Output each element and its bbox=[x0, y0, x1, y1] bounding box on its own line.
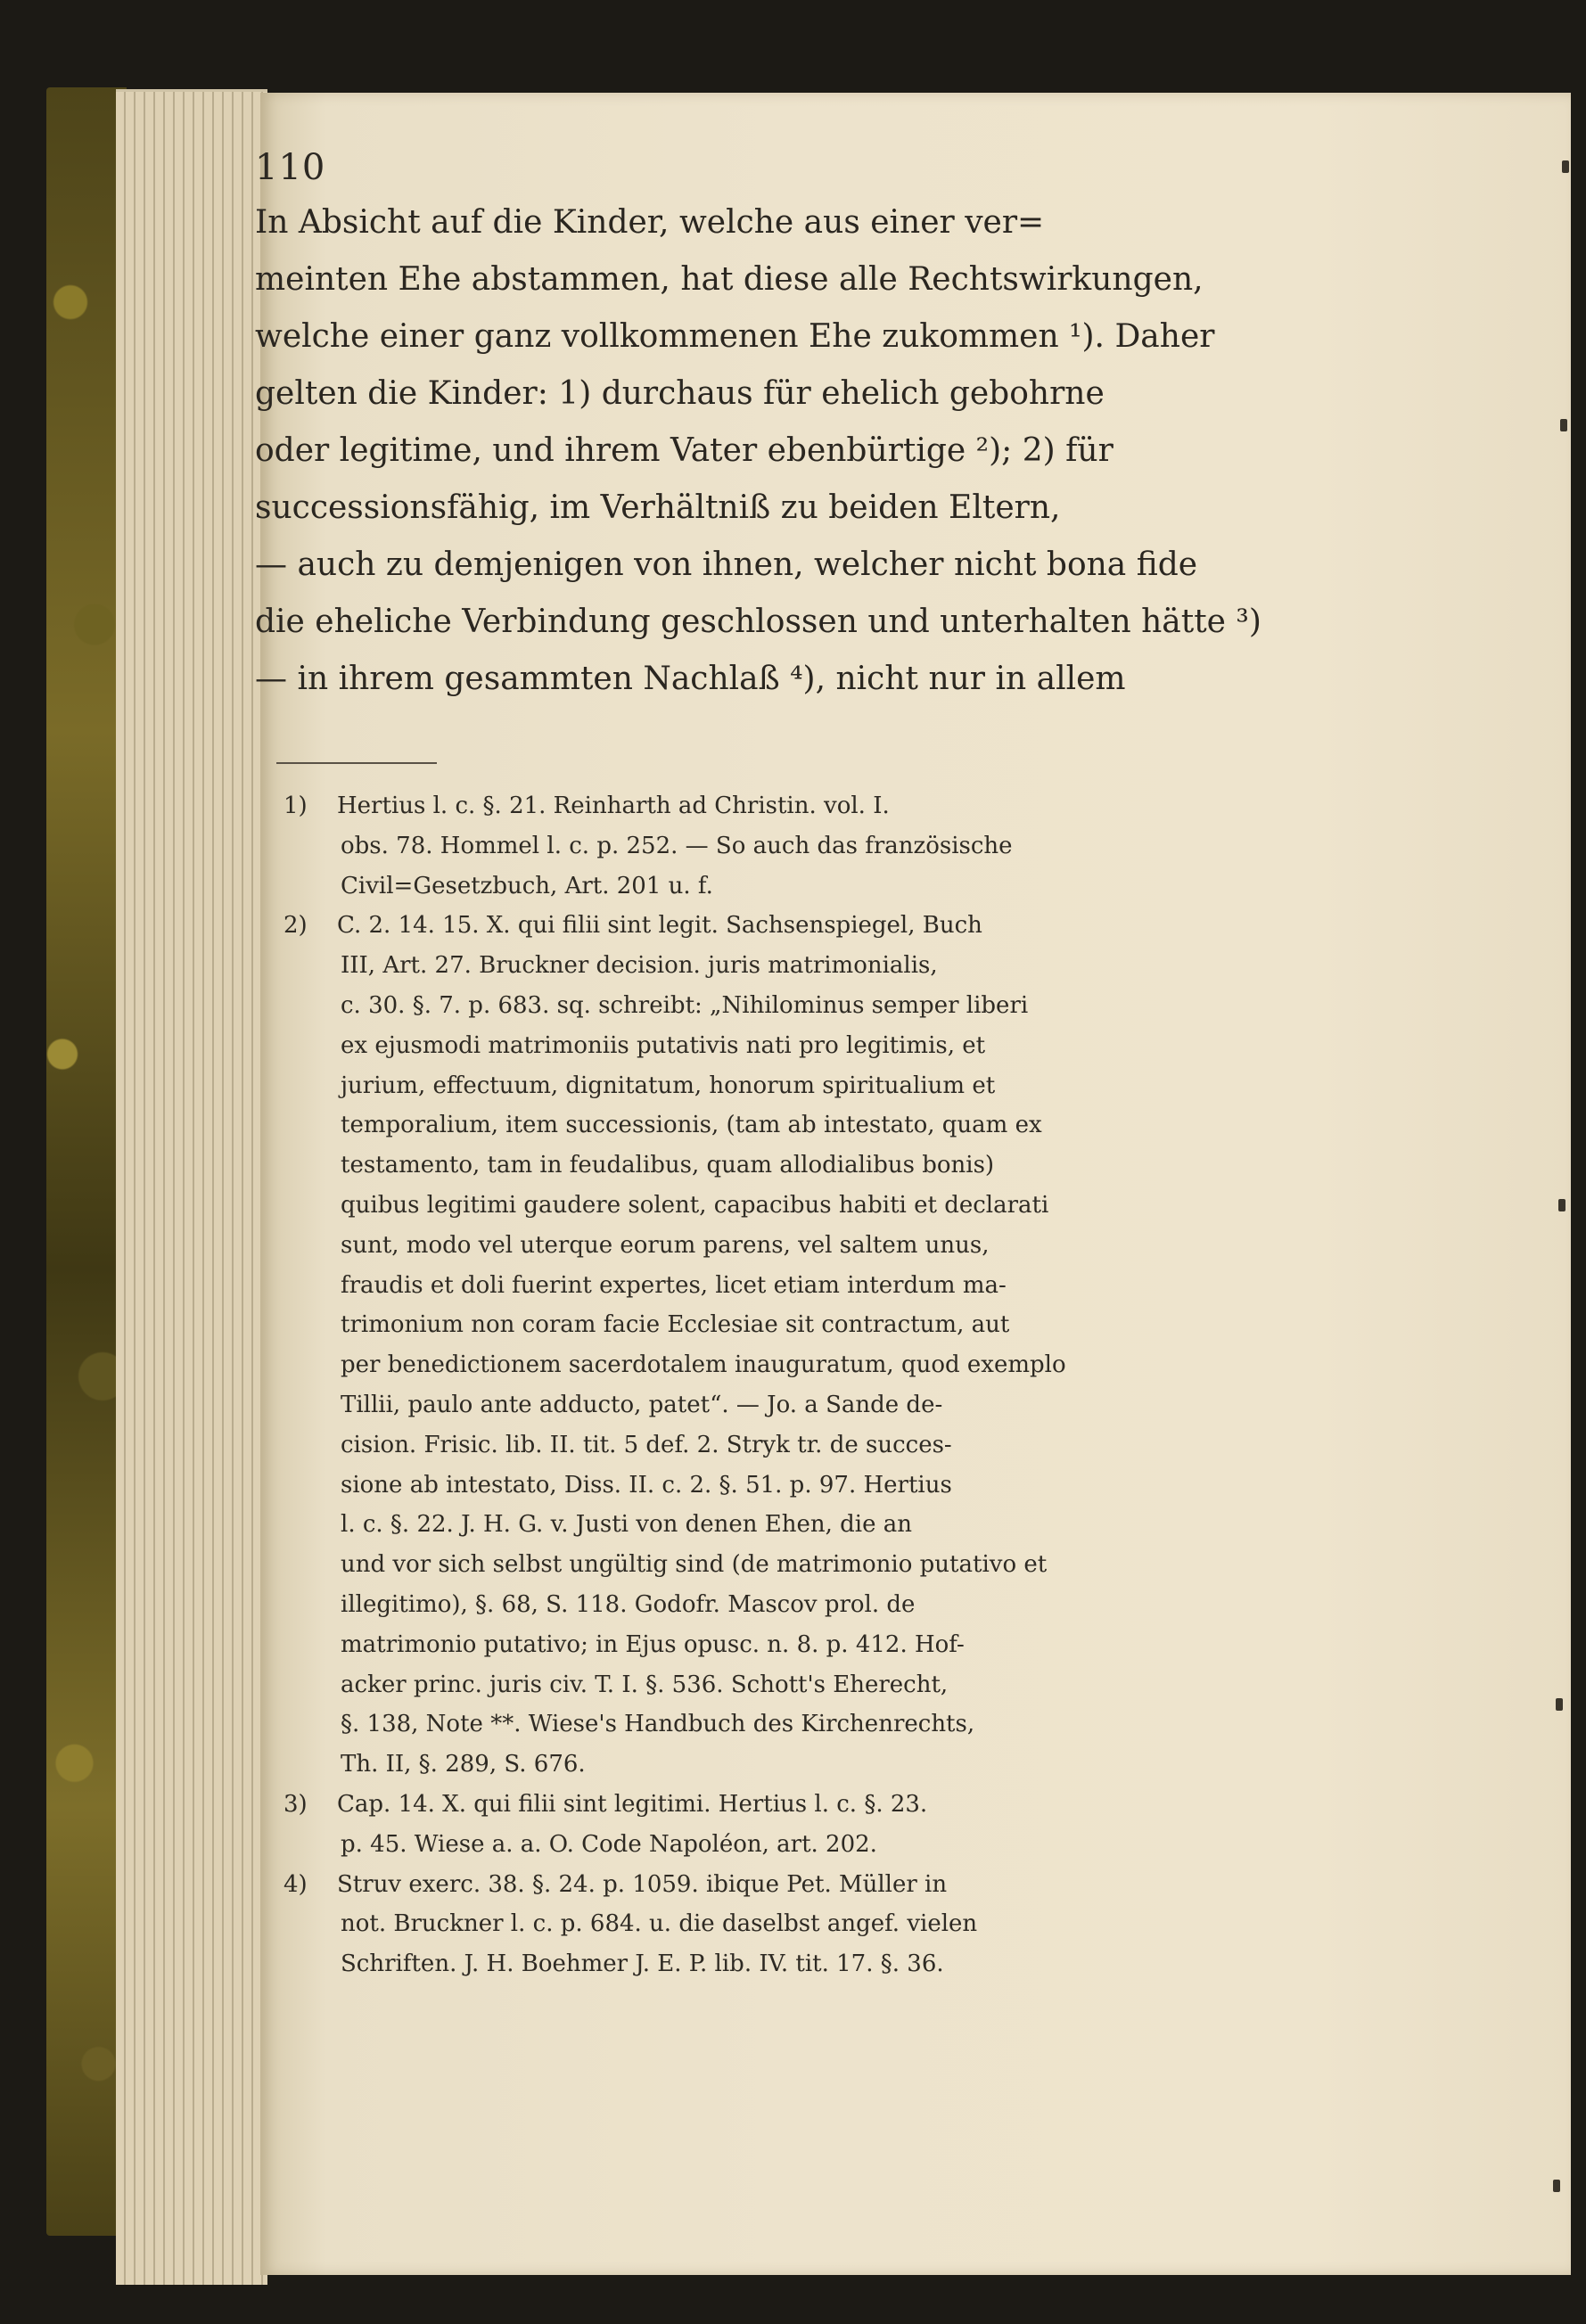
footnote-line: matrimonio putativo; in Ejus opusc. n. 8. p. 412. Hof- bbox=[341, 1630, 965, 1658]
footnote-line bbox=[284, 1785, 1469, 1825]
text-line: oder legitime, und ihrem Vater ebenbürtige ²); 2) für bbox=[255, 432, 1113, 469]
page-edges bbox=[116, 89, 267, 2285]
footnote-number: 1) bbox=[284, 792, 308, 819]
text-line: die eheliche Verbindung geschlossen und unterhalten hätte ³) bbox=[255, 604, 1261, 640]
footnote-line: temporalium, item successionis, (tam ab intestato, quam ex bbox=[341, 1112, 1042, 1139]
footnote-line: quibus legitimi gaudere solent, capacibus habiti et declarati bbox=[341, 1191, 1049, 1219]
footnotes bbox=[284, 786, 1469, 1984]
text-line: meinten Ehe abstammen, hat diese alle Rechtswirkungen, bbox=[255, 261, 1204, 298]
footnote-line: Tillii, paulo ante adducto, patet“. — Jo. a Sande de- bbox=[341, 1391, 943, 1418]
text-line: gelten die Kinder: 1) durchaus für ehelich gebohrne bbox=[255, 375, 1105, 412]
footnote-number: 4) bbox=[284, 1870, 308, 1898]
footnote-line: und vor sich selbst ungültig sind (de matrimonio putativo et bbox=[341, 1551, 1048, 1579]
margin-mark bbox=[1560, 419, 1567, 431]
footnote-line: Schriften. J. H. Boehmer J. E. P. lib. IV. tit. 17. §. 36. bbox=[341, 1950, 944, 1978]
margin-mark bbox=[1562, 160, 1569, 173]
margin-mark bbox=[1556, 1698, 1563, 1711]
footnote-line: trimonium non coram facie Ecclesiae sit contractum, aut bbox=[341, 1311, 1010, 1339]
footnote-line: per benedictionem sacerdotalem inauguratum, quod exemplo bbox=[341, 1351, 1066, 1379]
text-line: welche einer ganz vollkommenen Ehe zukommen ¹). Daher bbox=[255, 318, 1215, 355]
footnote-text: Cap. 14. X. qui filii sint legitimi. Hertius l. c. §. 23. bbox=[337, 1790, 928, 1818]
footnote-rule bbox=[276, 762, 437, 764]
text-line: — auch zu demjenigen von ihnen, welcher nicht bona fide bbox=[255, 546, 1198, 583]
text-line: In Absicht auf die Kinder, welche aus einer ver= bbox=[255, 204, 1045, 241]
footnote-line: obs. 78. Hommel l. c. p. 252. — So auch das französische bbox=[341, 832, 1013, 859]
text-line: — in ihrem gesammten Nachlaß ⁴), nicht nur in allem bbox=[255, 661, 1126, 697]
footnote-line: not. Bruckner l. c. p. 684. u. die daselbst angef. vielen bbox=[341, 1910, 978, 1938]
main-text bbox=[255, 194, 1450, 708]
footnote-number: 2) bbox=[284, 912, 308, 940]
footnote-line bbox=[284, 786, 1469, 826]
footnote-text: C. 2. 14. 15. X. qui filii sint legit. Sachsenspiegel, Buch bbox=[337, 912, 982, 940]
page-number: 110 bbox=[255, 147, 326, 188]
margin-mark bbox=[1553, 2180, 1560, 2192]
footnote-line: sunt, modo vel uterque eorum parens, vel saltem unus, bbox=[341, 1231, 990, 1259]
footnote-line bbox=[284, 1865, 1469, 1905]
footnote-line: acker princ. juris civ. T. I. §. 536. Schott's Eherecht, bbox=[341, 1671, 949, 1698]
marbled-cover-board bbox=[46, 87, 127, 2236]
footnote-text: Hertius l. c. §. 21. Reinharth ad Christin. vol. I. bbox=[337, 792, 890, 819]
footnote-line: p. 45. Wiese a. a. O. Code Napoléon, art. 202. bbox=[341, 1830, 877, 1858]
margin-mark bbox=[1558, 1199, 1565, 1211]
footnote-line: Civil=Gesetzbuch, Art. 201 u. f. bbox=[341, 872, 713, 899]
footnote-line: illegitimo), §. 68, S. 118. Godofr. Mascov prol. de bbox=[341, 1590, 916, 1618]
footnote-line: testamento, tam in feudalibus, quam allodialibus bonis) bbox=[341, 1152, 995, 1179]
footnote-line bbox=[284, 906, 1469, 946]
footnote-line: fraudis et doli fuerint expertes, licet etiam interdum ma- bbox=[341, 1271, 1007, 1299]
footnote-line: ex ejusmodi matrimoniis putativis nati pro legitimis, et bbox=[341, 1031, 986, 1059]
footnote-line: sione ab intestato, Diss. II. c. 2. §. 51. p. 97. Hertius bbox=[341, 1471, 952, 1499]
footnote-text: Struv exerc. 38. §. 24. p. 1059. ibique Pet. Müller in bbox=[337, 1870, 948, 1898]
footnote-line: cision. Frisic. lib. II. tit. 5 def. 2. Stryk tr. de succes- bbox=[341, 1431, 952, 1458]
footnote-line: c. 30. §. 7. p. 683. sq. schreibt: „Nihilominus semper liberi bbox=[341, 991, 1029, 1019]
footnote-line: §. 138, Note **. Wiese's Handbuch des Kirchenrechts, bbox=[341, 1711, 975, 1738]
footnote-line: l. c. §. 22. J. H. G. v. Justi von denen Ehen, die an bbox=[341, 1511, 913, 1539]
footnote-line: jurium, effectuum, dignitatum, honorum spiritualium et bbox=[341, 1072, 996, 1099]
text-line: successionsfähig, im Verhältniß zu beiden Eltern, bbox=[255, 489, 1061, 526]
footnote-line: III, Art. 27. Bruckner decision. juris matrimonialis, bbox=[341, 952, 938, 980]
footnote-line: Th. II, §. 289, S. 676. bbox=[341, 1751, 586, 1778]
footnote-number: 3) bbox=[284, 1790, 308, 1818]
